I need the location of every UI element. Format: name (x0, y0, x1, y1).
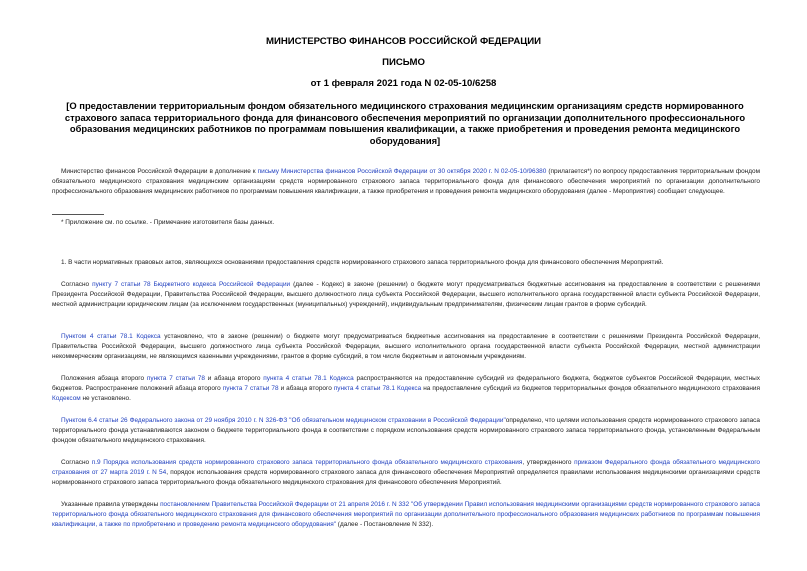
paragraph-5: Пунктом 6.4 статьи 26 Федерального закона от 29 ноября 2010 г. N 326-ФЗ "Об обязательном медицинском страховании в Российской Федерации"определено, что целями использования средств нормированного страхового запаса территориального фонда устанавливаются законом о бюджете территориального фонда в соответствии с порядком использования средств нормированного страхового запаса территориального фонда, установленным Федеральным фондом обязательного медицинского страхования. (52, 417, 760, 444)
link-order-54[interactable]: приказом Федерального фонда обязательного медицинского страхования от 27 марта 2019 г. N 54 (52, 459, 760, 476)
paragraph-6: Согласно п.9 Порядка использования средств нормированного страхового запаса территориального фонда обязательного медицинского страхования, утвержденного приказом Федерального фонда обязательного медицинского страхования от 27 марта 2019 г. N 54, порядок использования средств нормированного страхового запаса для финансового обеспечения Мероприятий определяется правилами использования медицинскими организациями средств нормированного страхового запаса территориального фонда обязательного медицинского страхования для финансового обеспечения Мероприятий. (52, 459, 760, 486)
link-resolution-332[interactable]: постановлением Правительства Российской Федерации от 21 апреля 2016 г. N 332 "Об утверждении Правил использования медицинскими организациями средств нормированного страхового запаса территориального фонда обязательного медицинского страхования для финансового обеспечения мероприятий по организации дополнительного профессионального образования медицинских работников по программам повышения квалификации, а также по приобретению и проведению ремонта медицинского оборудования" (52, 501, 760, 528)
link-code[interactable]: Кодексом (52, 395, 81, 402)
paragraph-1: 1. В части нормативных правовых актов, являющихся основаниями предоставления средств нормированного страхового запаса территориального фонда для финансового обеспечения Мероприятий. (61, 259, 664, 266)
link-p7-a78-second[interactable]: пункта 7 статьи 78 (222, 385, 279, 392)
link-letter-minfin[interactable]: письму Министерства финансов Российской Федерации от 30 октября 2020 г. N 02-05-10/96380 (257, 168, 547, 175)
paragraph-2: Согласно пункту 7 статьи 78 Бюджетного кодекса Российской Федерации (далее - Кодекс) в законе (решении) о бюджете могут предусматриваться бюджетные ассигнования на предоставление в соответствии с решениями Президента Российской Федерации, Правительства Российской Федерации, высшего должностного лица субъекта Российской Федерации, высшего исполнительного органа государственной власти субъекта Российской Федерации, местной администрации юридическим лицам (за исключением государственных (муниципальных) учреждений), индивидуальным предпринимателям, физическим лицам грантов в форме субсидий. (52, 281, 760, 308)
paragraph-4: Положения абзаца второго пункта 7 статьи 78 и абзаца второго пункта 4 статьи 78.1 Кодекса распространяются на предоставление субсидий из федерального бюджета, бюджетов субъектов Российской Федерации, местных бюджетов. Распространение положений абзаца второго пункта 7 статьи 78 и абзаца второго пункта 4 статьи 78.1 Кодекса на предоставление субсидий из бюджетов территориальных фондов обязательного медицинского страхования Кодексом не установлено. (52, 375, 760, 402)
footnote-divider (52, 214, 104, 215)
link-federal-law-326[interactable]: Пунктом 6.4 статьи 26 Федерального закона от 29 ноября 2010 г. N 326-ФЗ "Об обязательном медицинском страховании в Российской Федерации" (61, 417, 506, 424)
link-procedure-p9[interactable]: п.9 Порядка использования средств нормированного страхового запаса территориального фонда обязательного медицинского страхования (91, 459, 523, 466)
document-title: [О предоставлении территориальным фондом обязательного медицинского страхования медицинским организациям средств нормированного страхового запаса территориального фонда для финансового обеспечения мероприятий по организации дополнительного профессионального образования медицинских работников по программам повышения квалификации, а также приобретения и проведения ремонта медицинского оборудования] (64, 100, 746, 146)
footnote: * Приложение см. по ссылке. - Примечание изготовителя базы данных. (61, 219, 275, 226)
paragraph-3: Пунктом 4 статьи 78.1 Кодекса установлено, что в законе (решении) о бюджете могут предусматриваться бюджетные ассигнования на предоставление в соответствии с решениями Президента Российской Федерации, Правительства Российской Федерации, высшего должностного лица субъекта Российской Федерации, высшего исполнительного органа государственной власти субъекта Российской Федерации, местной администрации некоммерческим организациям, не являющимся казенными учреждениями, грантов в форме субсидий, в том числе бюджетным и автономным учреждениям. (52, 333, 760, 360)
document-type: ПИСЬМО (382, 57, 425, 68)
link-p4-a78-1-code[interactable]: пункта 4 статьи 78.1 Кодекса (263, 375, 354, 382)
document-date-number: от 1 февраля 2021 года N 02-05-10/6258 (310, 78, 497, 89)
paragraph-7: Указанные правила утверждены постановлением Правительства Российской Федерации от 21 апреля 2016 г. N 332 "Об утверждении Правил использования медицинскими организациями средств нормированного страхового запаса территориального фонда обязательного медицинского страхования для финансового обеспечения мероприятий по организации дополнительного профессионального образования медицинских работников по программам повышения квалификации, а также по приобретению и проведению ремонта медицинского оборудования" (далее - Постановление N 332). (52, 501, 760, 528)
link-p4-a78-1-code-second[interactable]: пункта 4 статьи 78.1 Кодекса (333, 385, 422, 392)
link-budget-code-p7-a78[interactable]: пункту 7 статьи 78 Бюджетного кодекса Российской Федерации (92, 281, 291, 288)
intro-paragraph: Министерство финансов Российской Федерации в дополнение к письму Министерства финансов Российской Федерации от 30 октября 2020 г. N 02-05-10/96380 (прилагается*) по вопросу предоставления территориальным фондом обязательного медицинского страхования медицинским организациям средств нормированного страхового запаса территориального фонда для финансового обеспечения мероприятий по организации дополнительного профессионального образования медицинских работников по программам повышения квалификации, а также приобретения и проведения ремонта медицинского оборудования (далее - Мероприятия) сообщает следующее. (52, 168, 760, 195)
link-p4-a78-1[interactable]: Пунктом 4 статьи 78.1 Кодекса (61, 333, 161, 340)
link-p7-a78[interactable]: пункта 7 статьи 78 (146, 375, 205, 382)
ministry-name: МИНИСТЕРСТВО ФИНАНСОВ РОССИЙСКОЙ ФЕДЕРАЦИИ (265, 36, 542, 47)
